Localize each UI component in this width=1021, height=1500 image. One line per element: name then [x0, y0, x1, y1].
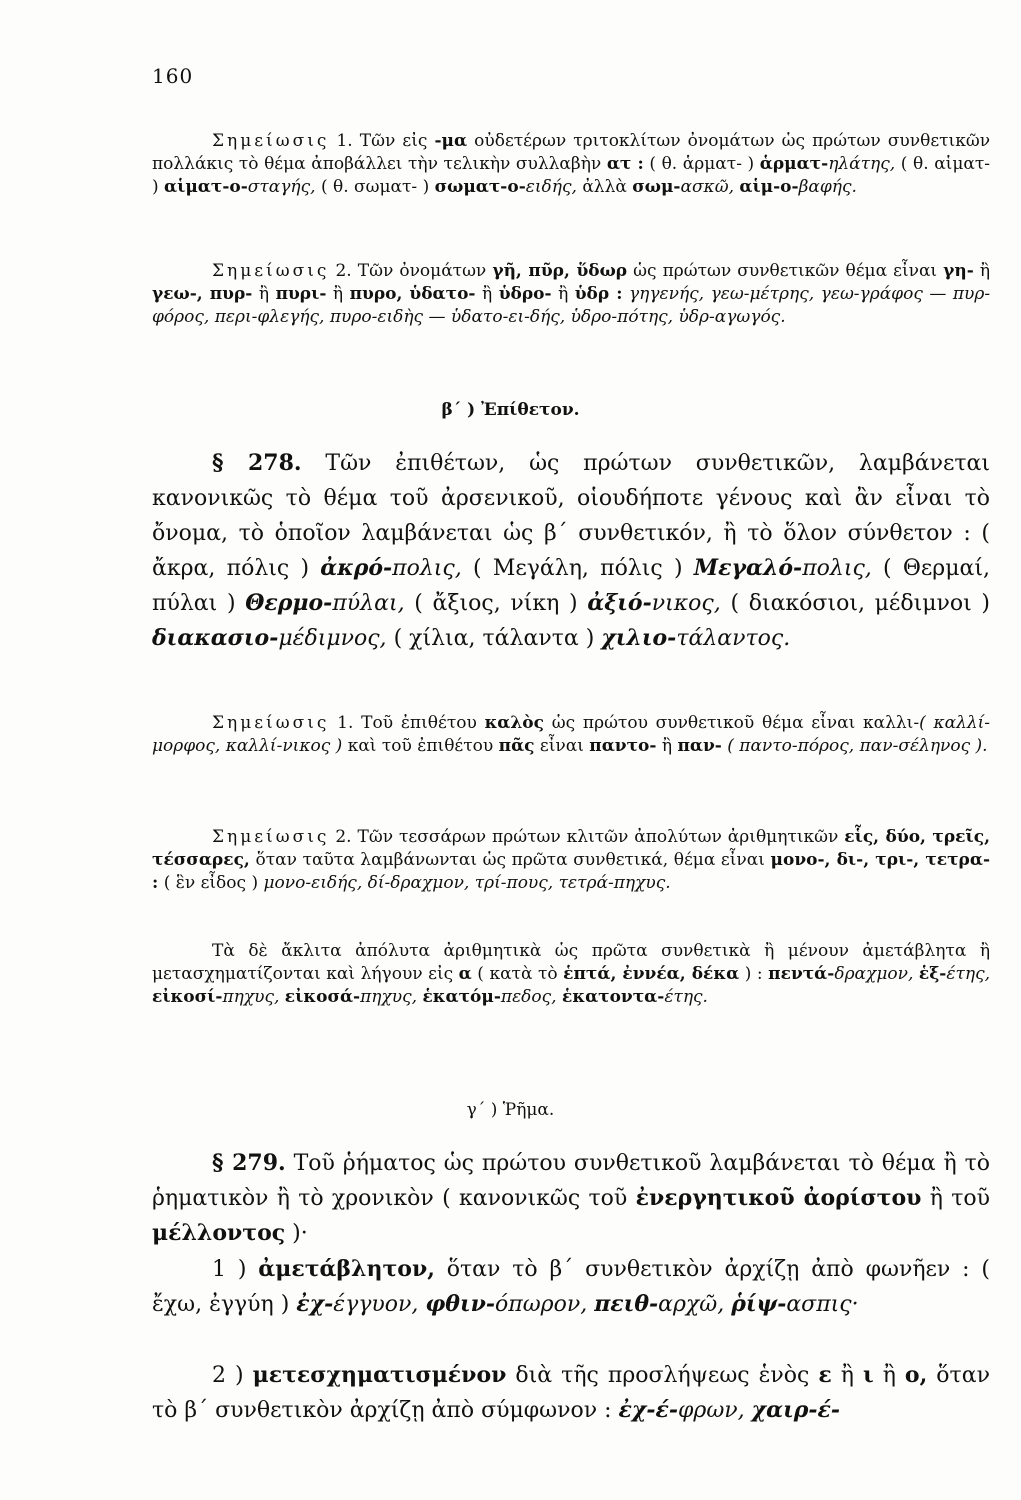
- note-label: Σημείωσις: [212, 131, 330, 151]
- list-item-1: 1 ) ἀμετάβλητον, ὅταν τὸ β΄ συνθετικὸν ἀρχίζῃ ἀπὸ φωνῆεν : ( ἔχω, ἐγγύη ) ἐχ-έγγυον, φθιν-όπωρον, πειθ-αρχῶ, ῥίψ-ασπις·: [152, 1256, 990, 1317]
- note-2: Σημείωσις 2. Τῶν ὀνομάτων γῆ, πῦρ, ὕδωρ ὡς πρώτων συνθετικῶν θέμα εἶναι γη- ἢ γεω-, πυρ- ἢ πυρι- ἢ πυρο, ὑδατο- ἢ ὑδρο- ἢ ὑδρ : γηγενής, γεω-μέτρης, γεω-γράφος — πυρ-φόρος, περι-φλεγής, πυρο-ειδὴς — ὑδατο-ει-δής, ὑδρο-πότης, ὑδρ-αγωγός.: [152, 261, 991, 327]
- section-279: § 279. Τοῦ ῥήματος ὡς πρώτου συνθετικοῦ λαμβάνεται τὸ θέμα ἢ τὸ ῥηματικὸν ἢ τὸ χρονικὸν ( κανονικῶς τοῦ ἐνεργητικοῦ ἀορίστου ἢ τοῦ μέλλοντος )·: [152, 1150, 990, 1246]
- section-number: § 278.: [212, 450, 302, 476]
- note-label: Σημείωσις: [212, 827, 330, 847]
- note-label: Σημείωσις: [212, 261, 330, 281]
- note-label: Σημείωσις: [212, 713, 330, 733]
- section-278: § 278. Τῶν ἐπιθέτων, ὡς πρώτων συνθετικῶν, λαμβάνεται κανονικῶς τὸ θέμα τοῦ ἀρσενικοῦ, οἱουδήποτε γένους καὶ ἂν εἶναι τὸ ὄνομα, τὸ ὁποῖον λαμβάνεται ὡς β΄ συνθετικόν, ἢ τὸ ὅλον σύνθετον : ( ἄκρα, πόλις ) ἀκρό-πολις, ( Μεγάλη, πόλις ) Μεγαλό-πολις, ( Θερμαί, πύλαι ) Θερμο-πύλαι, ( ἄξιος, νίκη ) ἀξιό-νικος, ( διακόσιοι, μέδιμνοι ) διακασιο-μέδιμνος, ( χίλια, τάλαντα ) χιλιο-τάλαντος.: [152, 450, 991, 651]
- heading-adjective: β΄ ) Ἐπίθετον.: [441, 400, 580, 420]
- section-number: § 279.: [212, 1150, 286, 1176]
- list-item-2: 2 ) μετεσχηματισμένον διὰ τῆς προσλήψεως ἑνὸς ε ἢ ι ἢ ο, ὅταν τὸ β΄ συνθετικὸν ἀρχίζῃ ἀπὸ σύμφωνον : ἐχ-έ-φρων, χαιρ-έ-: [152, 1362, 990, 1423]
- heading-verb: γ΄ ) Ῥῆμα.: [466, 1100, 555, 1120]
- page-number: 160: [152, 64, 194, 88]
- note-4: Σημείωσις 2. Τῶν τεσσάρων πρώτων κλιτῶν ἀπολύτων ἀριθμητικῶν εἷς, δύο, τρεῖς, τέσσαρες, ὅταν ταῦτα λαμβάνωνται ὡς πρῶτα συνθετικά, θέμα εἶναι μονο-, δι-, τρι-, τετρα- : ( ἓν εἶδος ) μονο-ειδής, δί-δραχμον, τρί-πους, τετρά-πηχυς.: [152, 827, 991, 893]
- note-5: Τὰ δὲ ἄκλιτα ἀπόλυτα ἀριθμητικὰ ὡς πρῶτα συνθετικὰ ἢ μένουν ἀμετάβλητα ἢ μετασχηματίζονται καὶ λήγουν εἰς α ( κατὰ τὸ ἑπτά, ἐννέα, δέκα ) : πεντά-δραχμον, ἑξ-έτης, εἰκοσί-πηχυς, εἰκοσά-πηχυς, ἑκατόμ-πεδος, ἑκατοντα-έτης.: [152, 941, 991, 1007]
- note-1: Σημείωσις 1. Τῶν εἰς -μα οὐδετέρων τριτοκλίτων ὀνομάτων ὡς πρώτων συνθετικῶν πολλάκις τὸ θέμα ἀποβάλλει τὴν τελικὴν συλλαβὴν ατ : ( θ. ἁρματ- ) ἁρματ-ηλάτης, ( θ. αἱματ- ) αἱματ-ο-σταγής, ( θ. σωματ- ) σωματ-ο-ειδής, ἀλλὰ σωμ-ασκῶ, αἱμ-ο-βαφής.: [152, 131, 991, 197]
- note-3: Σημείωσις 1. Τοῦ ἐπιθέτου καλὸς ὡς πρώτου συνθετικοῦ θέμα εἶναι καλλι-( καλλί-μορφος, καλλί-νικος ) καὶ τοῦ ἐπιθέτου πᾶς εἶναι παντο- ἢ παν- ( παντο-πόρος, παν-σέληνος ).: [152, 713, 991, 756]
